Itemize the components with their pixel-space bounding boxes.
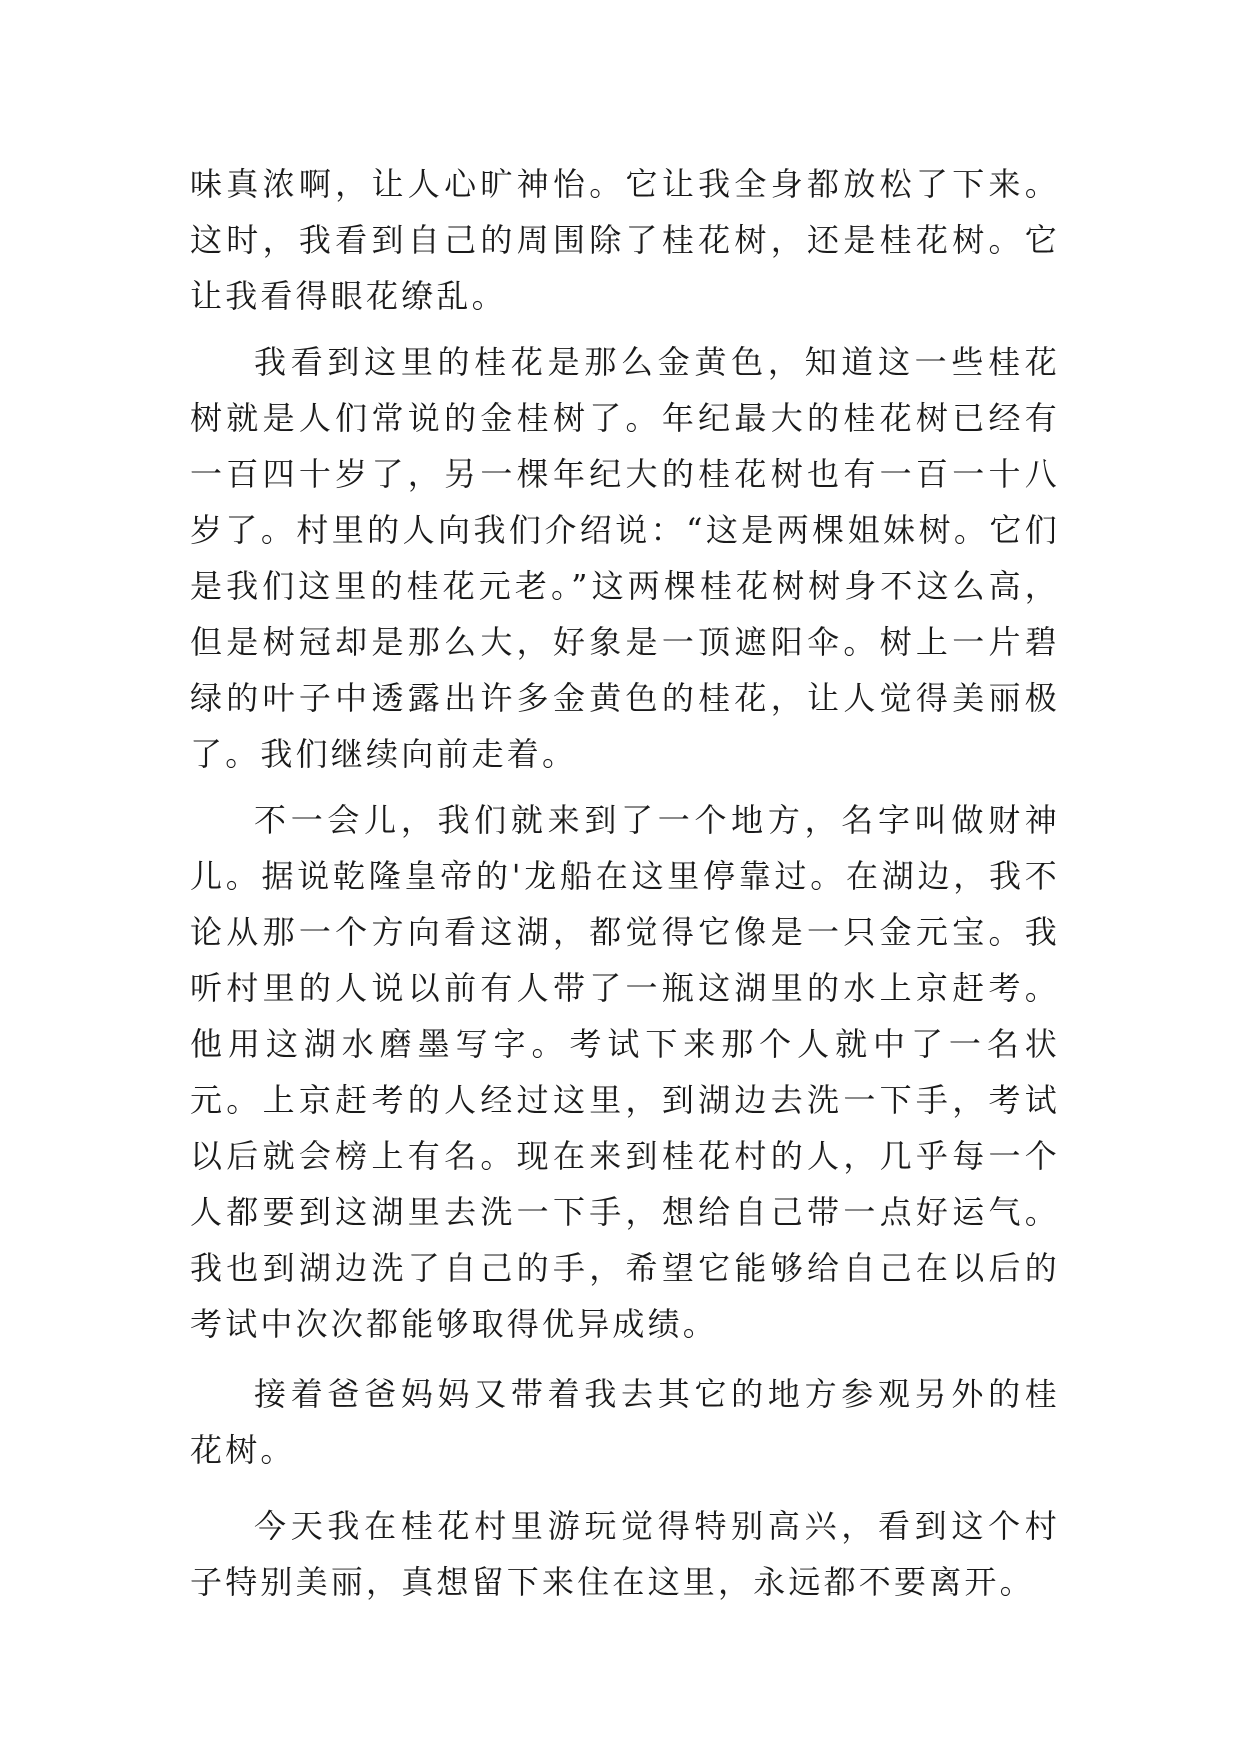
paragraph-lake: 不一会儿，我们就来到了一个地方，名字叫做财神儿。据说乾隆皇帝的'龙船在这里停靠过。在湖边，我不论从那一个方向看这湖，都觉得它像是一只金元宝。我听村里的人说以前有人带了一瓶这湖里的水上京赶考。他用这湖水磨墨写字。考试下来那个人就中了一名状元。上京赶考的人经过这里，到湖边去洗一下手，考试以后就会榜上有名。现在来到桂花村的人，几乎每一个人都要到这湖里去洗一下手，想给自己带一点好运气。我也到湖边洗了自己的手，希望它能够给自己在以后的考试中次次都能够取得优异成绩。	[190, 801, 1060, 1343]
paragraph-conclusion: 今天我在桂花村里游玩觉得特别高兴，看到这个村子特别美丽，真想留下来住在这里，永远都不要离开。	[190, 1507, 1060, 1601]
paragraph-golden-osmanthus: 我看到这里的桂花是那么金黄色，知道这一些桂花树就是人们常说的金桂树了。年纪最大的桂花树已经有一百四十岁了，另一棵年纪大的桂花树也有一百一十八岁了。村里的人向我们介绍说：“这是两棵姐妹树。它们是我们这里的桂花元老。”这两棵桂花树树身不这么高，但是树冠却是那么大，好象是一顶遮阳伞。树上一片碧绿的叶子中透露出许多金黄色的桂花，让人觉得美丽极了。我们继续向前走着。	[190, 343, 1060, 773]
body-text	[190, 156, 1060, 1610]
paragraph-continuation: 味真浓啊，让人心旷神怡。它让我全身都放松了下来。这时，我看到自己的周围除了桂花树，还是桂花树。它让我看得眼花缭乱。	[190, 165, 1060, 315]
paragraph-other-trees: 接着爸爸妈妈又带着我去其它的地方参观另外的桂花树。	[190, 1375, 1060, 1469]
